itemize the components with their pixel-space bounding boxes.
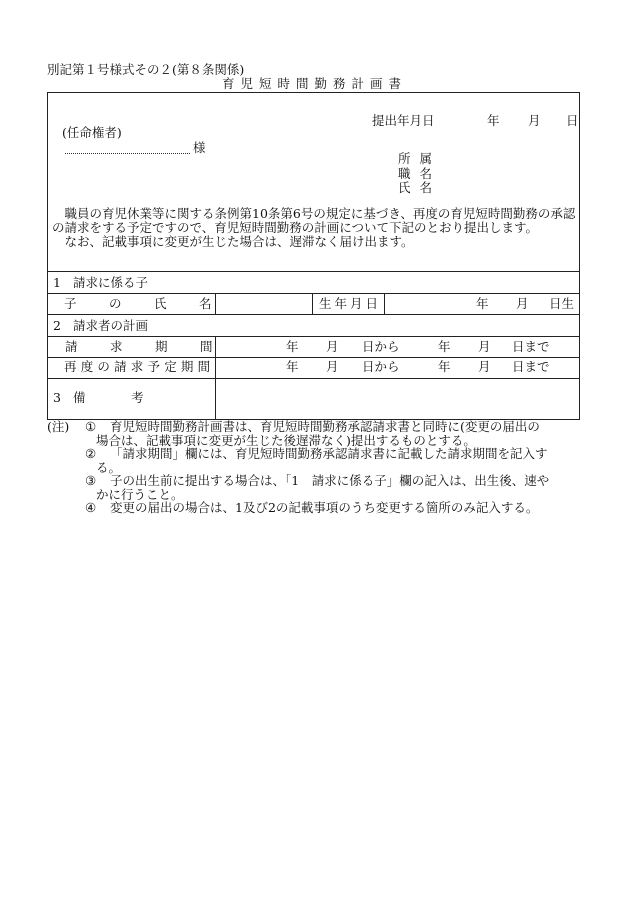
note-line: 変更の届出の場合は、1及び2の記載事項のうち変更する箇所のみ記入する。 <box>110 500 539 515</box>
statement-line: 職員の育児休業等に関する条例第10条第6号の規定に基づき、再度の育児短時間勤務の承認 <box>64 206 576 221</box>
renewal-to-year-label: 年 <box>438 359 451 374</box>
notes-label: (注) <box>47 419 70 434</box>
rule-remarks-top <box>47 378 580 379</box>
submission-date-label: 提出年月日 <box>372 113 435 128</box>
renewal-from-year-label: 年 <box>286 359 299 374</box>
rule-renewal-row-top <box>47 357 580 358</box>
renewal-from-month-label: 月 <box>326 359 339 374</box>
period-to-day-label: 日まで <box>512 339 550 354</box>
renewal-from-day-label: 日から <box>362 359 400 374</box>
rule-section2-top <box>47 314 580 315</box>
note-line: 子の出生前に提出する場合は、「1 請求に係る子」欄の記入は、出生後、速や <box>110 473 550 488</box>
note-marker: ① <box>85 419 97 434</box>
addressee-dotted-line <box>65 153 190 154</box>
document-title: 育児短時間勤務計画書 <box>222 76 408 91</box>
birth-day-label: 日生 <box>549 296 575 311</box>
note-marker: ④ <box>85 500 97 515</box>
rule-birth-label-divider <box>384 293 385 314</box>
note-line: 場合は、記載事項に変更が生じた後遅滞なく)提出するものとする。 <box>96 433 476 448</box>
period-to-month-label: 月 <box>478 339 491 354</box>
period-to-year-label: 年 <box>438 339 451 354</box>
birth-month-label: 月 <box>516 296 529 311</box>
applicant-name-label: 氏名 <box>398 180 442 195</box>
renewal-to-month-label: 月 <box>478 359 491 374</box>
birth-year-label: 年 <box>476 296 489 311</box>
child-name-label: 子の氏名 <box>64 296 245 311</box>
note-line: 育児短時間勤務計画書は、育児短時間勤務承認請求書と同時に(変更の届出の <box>110 419 540 434</box>
statement-line: なお、記載事項に変更が生じた場合は、遅滞なく届け出ます。 <box>64 234 414 249</box>
rule-period-row-top <box>47 336 580 337</box>
section1-number: 1 <box>53 275 61 290</box>
renewal-to-day-label: 日まで <box>512 359 550 374</box>
addressee-suffix: 様 <box>193 140 206 155</box>
form-number: 別記第１号様式その２(第８条関係) <box>47 62 245 77</box>
statement-line: の請求をする予定ですので、育児短時間勤務の計画について下記のとおり提出します。 <box>52 220 539 235</box>
applicant-position-label: 職名 <box>398 166 442 181</box>
remarks-label: 備考 <box>73 390 190 405</box>
section1-heading: 請求に係る子 <box>73 275 149 290</box>
section3-number: 3 <box>53 390 61 405</box>
appointer-label: (任命権者) <box>62 125 122 140</box>
rule-section1-top <box>47 271 580 272</box>
applicant-department-label: 所属 <box>398 151 442 166</box>
renewal-period-label: 再度の請求予定期間 <box>64 359 215 374</box>
note-marker: ③ <box>85 473 97 488</box>
request-period-label: 請求期間 <box>65 339 246 354</box>
submission-year-label: 年 <box>487 113 500 128</box>
rule-child-name-divider <box>312 293 313 314</box>
period-from-day-label: 日から <box>362 339 400 354</box>
period-from-month-label: 月 <box>326 339 339 354</box>
child-birth-label: 生年月日 <box>319 296 382 311</box>
note-line: 「請求期間」欄には、育児短時間勤務承認請求書に記載した請求期間を記入す <box>110 446 548 461</box>
submission-day-label: 日 <box>566 113 579 128</box>
period-from-year-label: 年 <box>286 339 299 354</box>
rule-child-row-top <box>47 293 580 294</box>
submission-month-label: 月 <box>528 113 541 128</box>
section2-heading: 請求者の計画 <box>73 318 149 333</box>
note-marker: ② <box>85 446 97 461</box>
section2-number: 2 <box>53 318 61 333</box>
note-line: かに行うこと。 <box>96 487 184 502</box>
note-line: る。 <box>96 460 122 475</box>
